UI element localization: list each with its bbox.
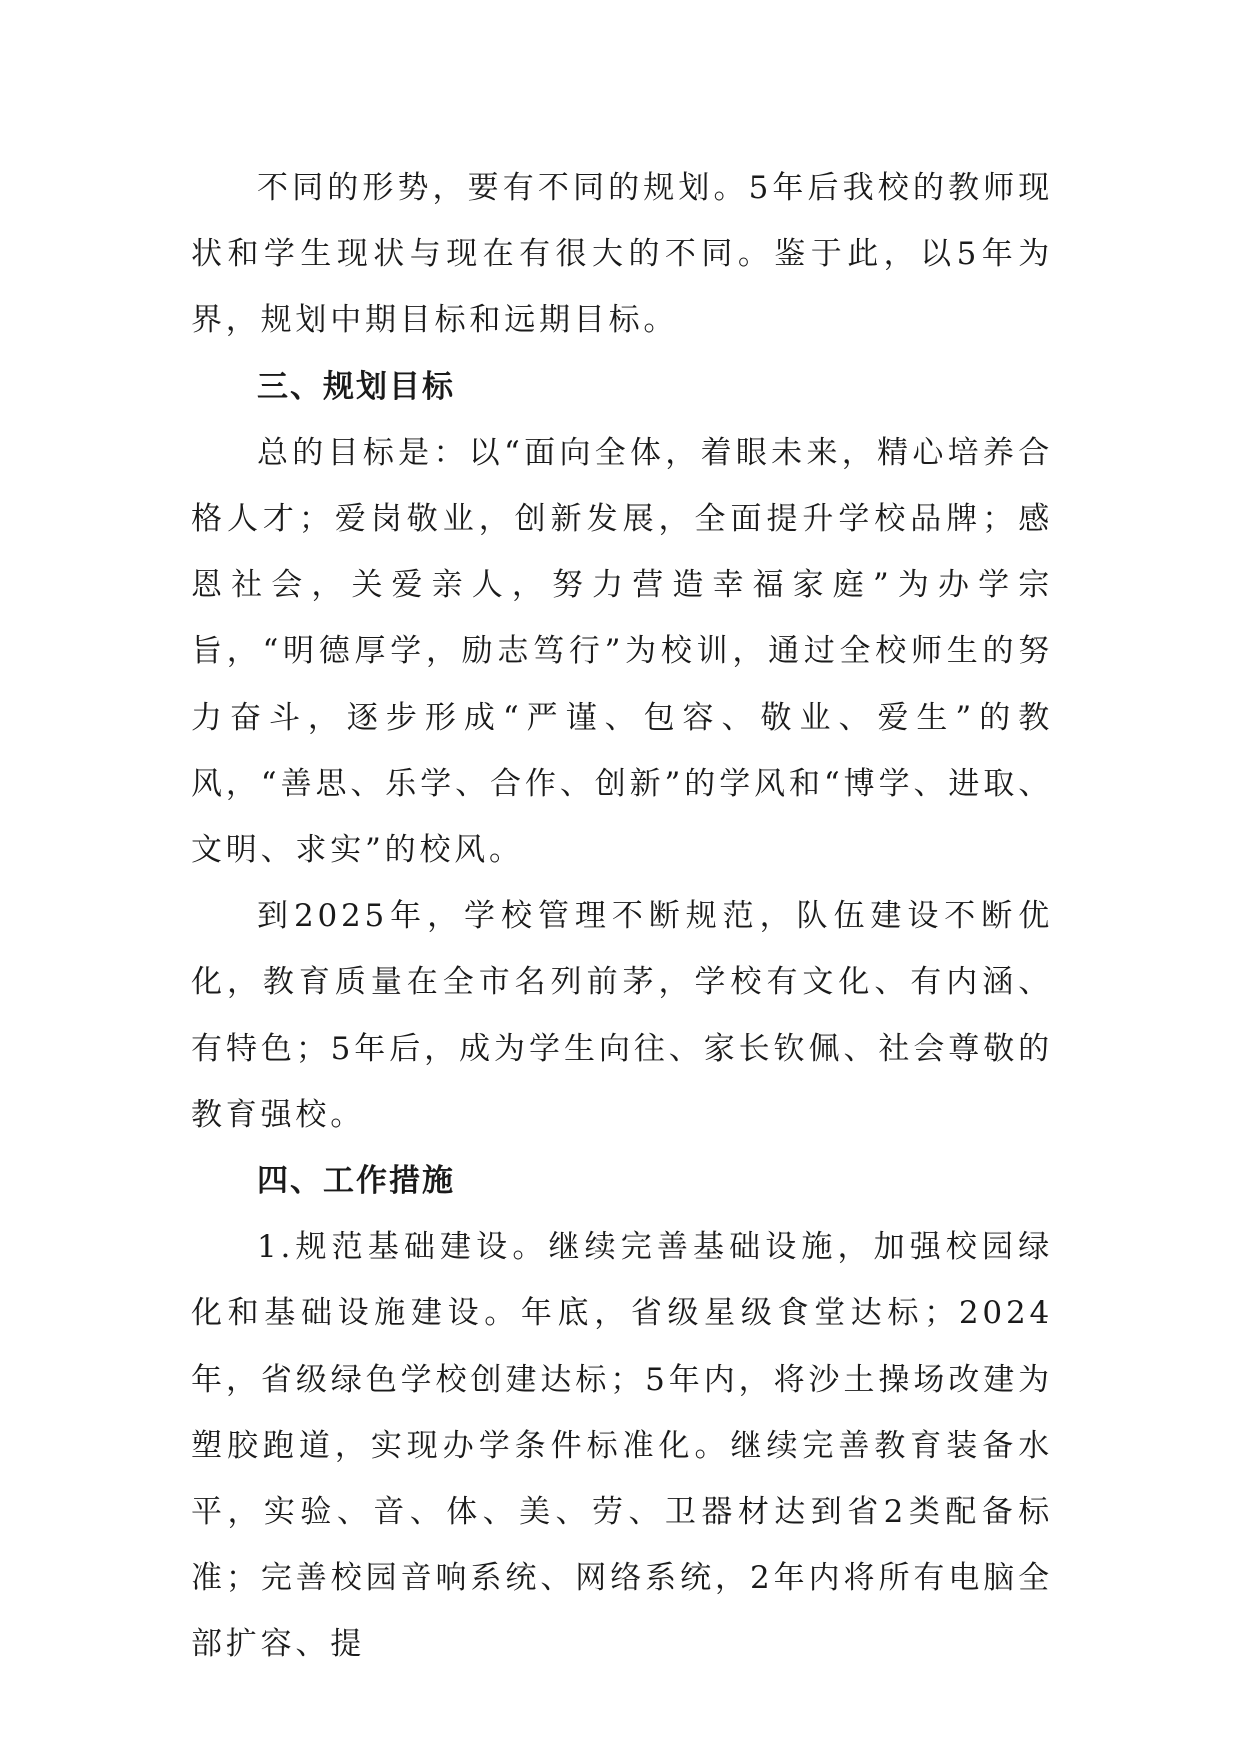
paragraph-2025-goal: 到2025年，学校管理不断规范，队伍建设不断优化，教育质量在全市名列前茅，学校有文化、有内涵、有特色；5年后，成为学生向往、家长钦佩、社会尊敬的教育强校。	[191, 898, 1053, 1133]
section-heading-work-measures: 四、工作措施	[257, 1163, 455, 1200]
paragraph-intro: 不同的形势，要有不同的规划。5年后我校的教师现状和学生现状与现在有很大的不同。鉴于此，以5年为界，规划中期目标和远期目标。	[191, 170, 1053, 339]
paragraph-infrastructure: 1.规范基础建设。继续完善基础设施，加强校园绿化和基础设施建设。年底，省级星级食堂达标；2024年，省级绿色学校创建达标；5年内，将沙土操场改建为塑胶跑道，实现办学条件标准化。继续完善教育装备水平，实验、音、体、美、劳、卫器材达到省2类配备标准；完善校园音响系统、网络系统，2年内将所有电脑全部扩容、提	[191, 1229, 1053, 1663]
section-heading-planning-goals: 三、规划目标	[257, 368, 455, 405]
paragraph-overall-goal: 总的目标是：以“面向全体，着眼未来，精心培养合格人才；爱岗敬业，创新发展，全面提升学校品牌；感恩社会，关爱亲人，努力营造幸福家庭”为办学宗旨，“明德厚学，励志笃行”为校训，通过全校师生的努力奋斗，逐步形成“严谨、包容、敬业、爱生”的教风，“善思、乐学、合作、创新”的学风和“博学、进取、文明、求实”的校风。	[191, 434, 1053, 869]
document-page	[191, 155, 1053, 1678]
